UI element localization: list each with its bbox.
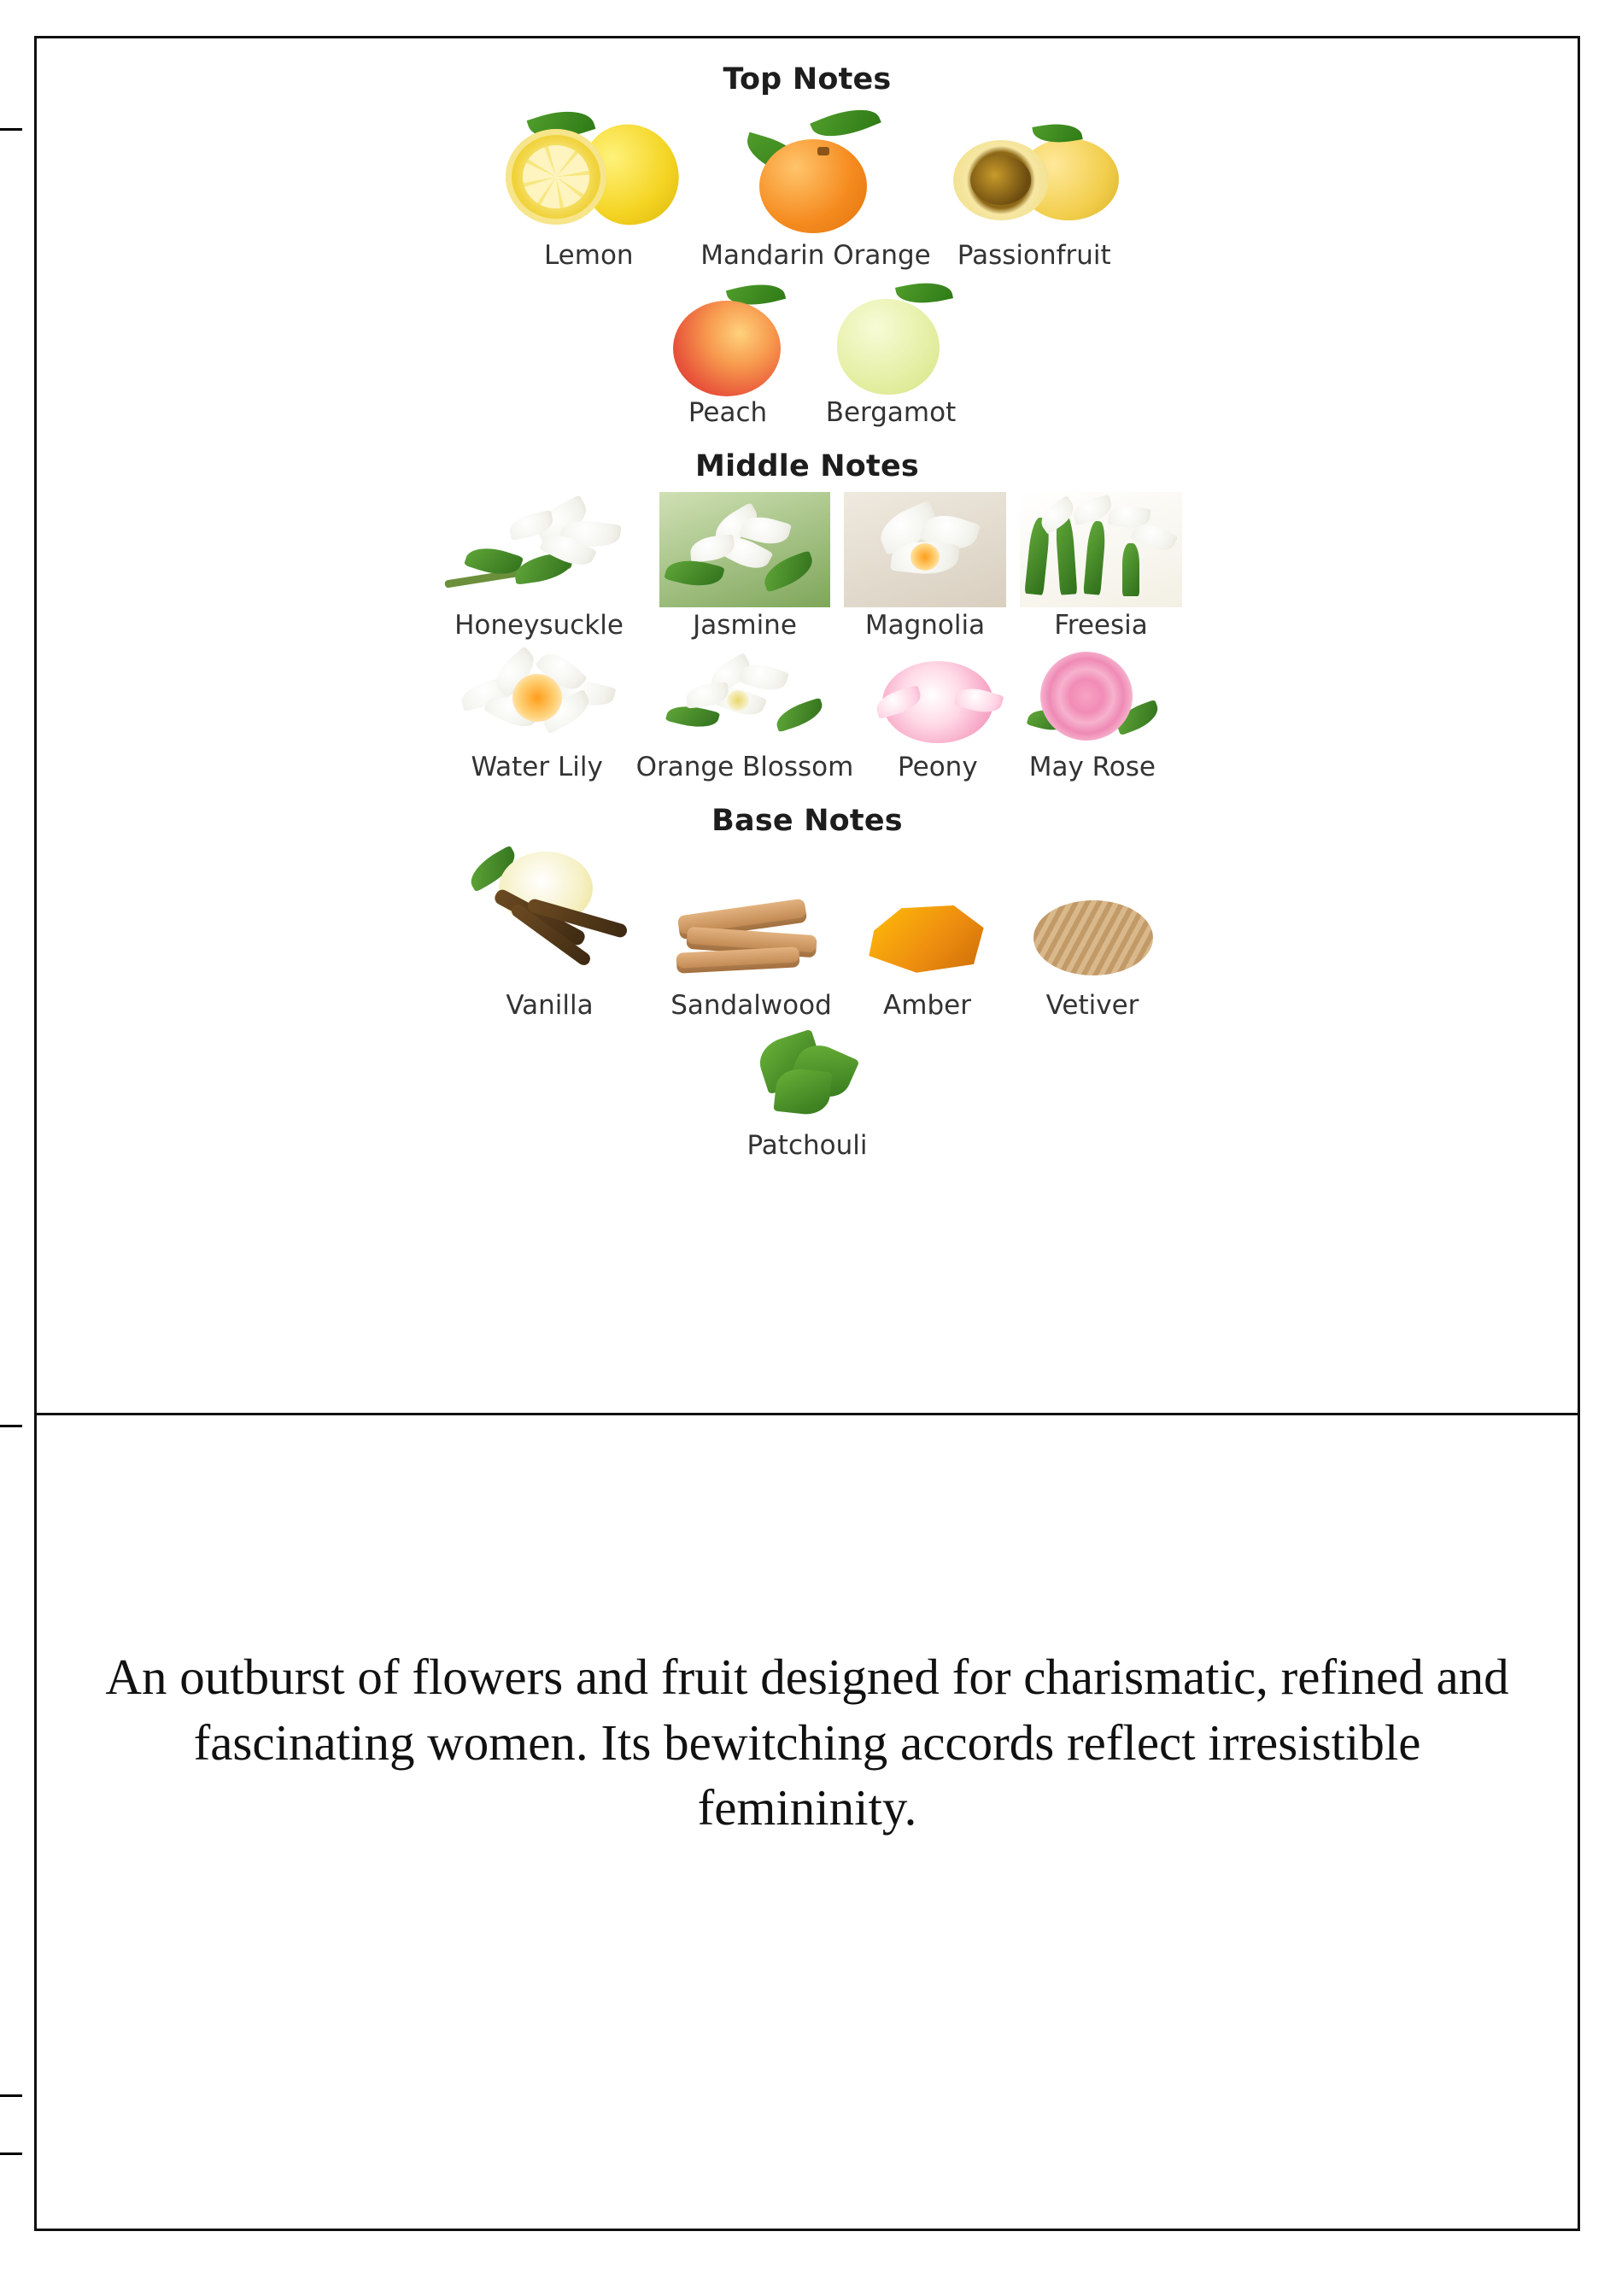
vanilla-icon (448, 846, 653, 987)
margin-tick-top (0, 128, 22, 131)
amber-icon (851, 885, 1004, 987)
note-honeysuckle (425, 492, 653, 640)
note-vanilla (441, 846, 659, 1020)
may-rose-icon (1022, 647, 1162, 749)
passionfruit-icon (945, 109, 1124, 237)
margin-tick-mid (0, 1425, 22, 1427)
base-notes-row-1 (312, 846, 1303, 1020)
margin-tick-lower (0, 2094, 22, 2097)
top-notes-row-1 (312, 105, 1303, 270)
note-label: Jasmine (693, 610, 797, 641)
note-jasmine (653, 492, 837, 640)
note-mandarin-orange (694, 105, 937, 270)
note-may-rose (1015, 647, 1169, 782)
note-label: Amber (883, 990, 971, 1022)
section-title-top-notes: Top Notes (723, 62, 892, 97)
description-cell (37, 1415, 1578, 2231)
middle-notes-row-2 (312, 647, 1303, 782)
fragrance-notes-card (34, 36, 1580, 2231)
fragrance-description: An outburst of flowers and fruit designed for charismatic, refined and fascinating women. Its bewitching accords reflect irresistible femininity. (105, 1649, 1509, 1836)
mandarin-orange-icon (730, 105, 901, 237)
patchouli-icon (735, 1025, 880, 1128)
notes-cell (37, 38, 1578, 1415)
freesia-icon (1020, 492, 1182, 607)
middle-notes-row-1 (312, 492, 1303, 640)
note-label: Lemon (543, 240, 634, 271)
note-label: Sandalwood (670, 990, 832, 1022)
note-label: Magnolia (864, 610, 986, 641)
honeysuckle-icon (432, 492, 646, 607)
peony-icon (867, 647, 1008, 749)
note-peony (860, 647, 1015, 782)
note-label: Vetiver (1045, 990, 1139, 1022)
note-label: Water Lily (471, 752, 603, 783)
note-label: Patchouli (747, 1130, 868, 1162)
margin-tick-bottom (0, 2152, 22, 2155)
note-label: May Rose (1028, 752, 1156, 783)
note-passionfruit (938, 109, 1131, 270)
peach-icon (651, 275, 805, 395)
note-water-lily (445, 647, 629, 782)
section-title-base-notes: Base Notes (711, 804, 903, 839)
note-vetiver (1011, 885, 1174, 1020)
jasmine-icon (659, 492, 830, 607)
note-label: Bergamot (825, 397, 957, 429)
note-label: Passionfruit (957, 240, 1111, 271)
lemon-icon (490, 105, 687, 237)
vetiver-icon (1018, 885, 1168, 987)
note-label: Orange Blossom (635, 752, 854, 783)
bergamot-icon (818, 275, 963, 395)
note-magnolia (837, 492, 1013, 640)
note-lemon (483, 105, 694, 270)
note-orange-blossom (629, 647, 861, 782)
magnolia-icon (844, 492, 1006, 607)
note-label: Honeysuckle (454, 610, 624, 641)
note-patchouli (728, 1025, 887, 1160)
water-lily-icon (452, 647, 623, 749)
sandalwood-icon (666, 885, 837, 987)
note-label: Mandarin Orange (700, 240, 931, 271)
base-notes-row-2 (312, 1025, 1303, 1160)
note-label: Peach (688, 397, 768, 429)
note-peach (644, 275, 811, 427)
note-label: Freesia (1054, 610, 1148, 641)
note-label: Vanilla (506, 990, 594, 1022)
note-label: Peony (898, 752, 978, 783)
note-freesia (1013, 492, 1189, 640)
section-title-middle-notes: Middle Notes (695, 449, 919, 484)
note-sandalwood (659, 885, 844, 1020)
note-bergamot (811, 275, 970, 427)
top-notes-row-2 (312, 275, 1303, 427)
orange-blossom-icon (655, 647, 834, 749)
note-amber (844, 885, 1011, 1020)
